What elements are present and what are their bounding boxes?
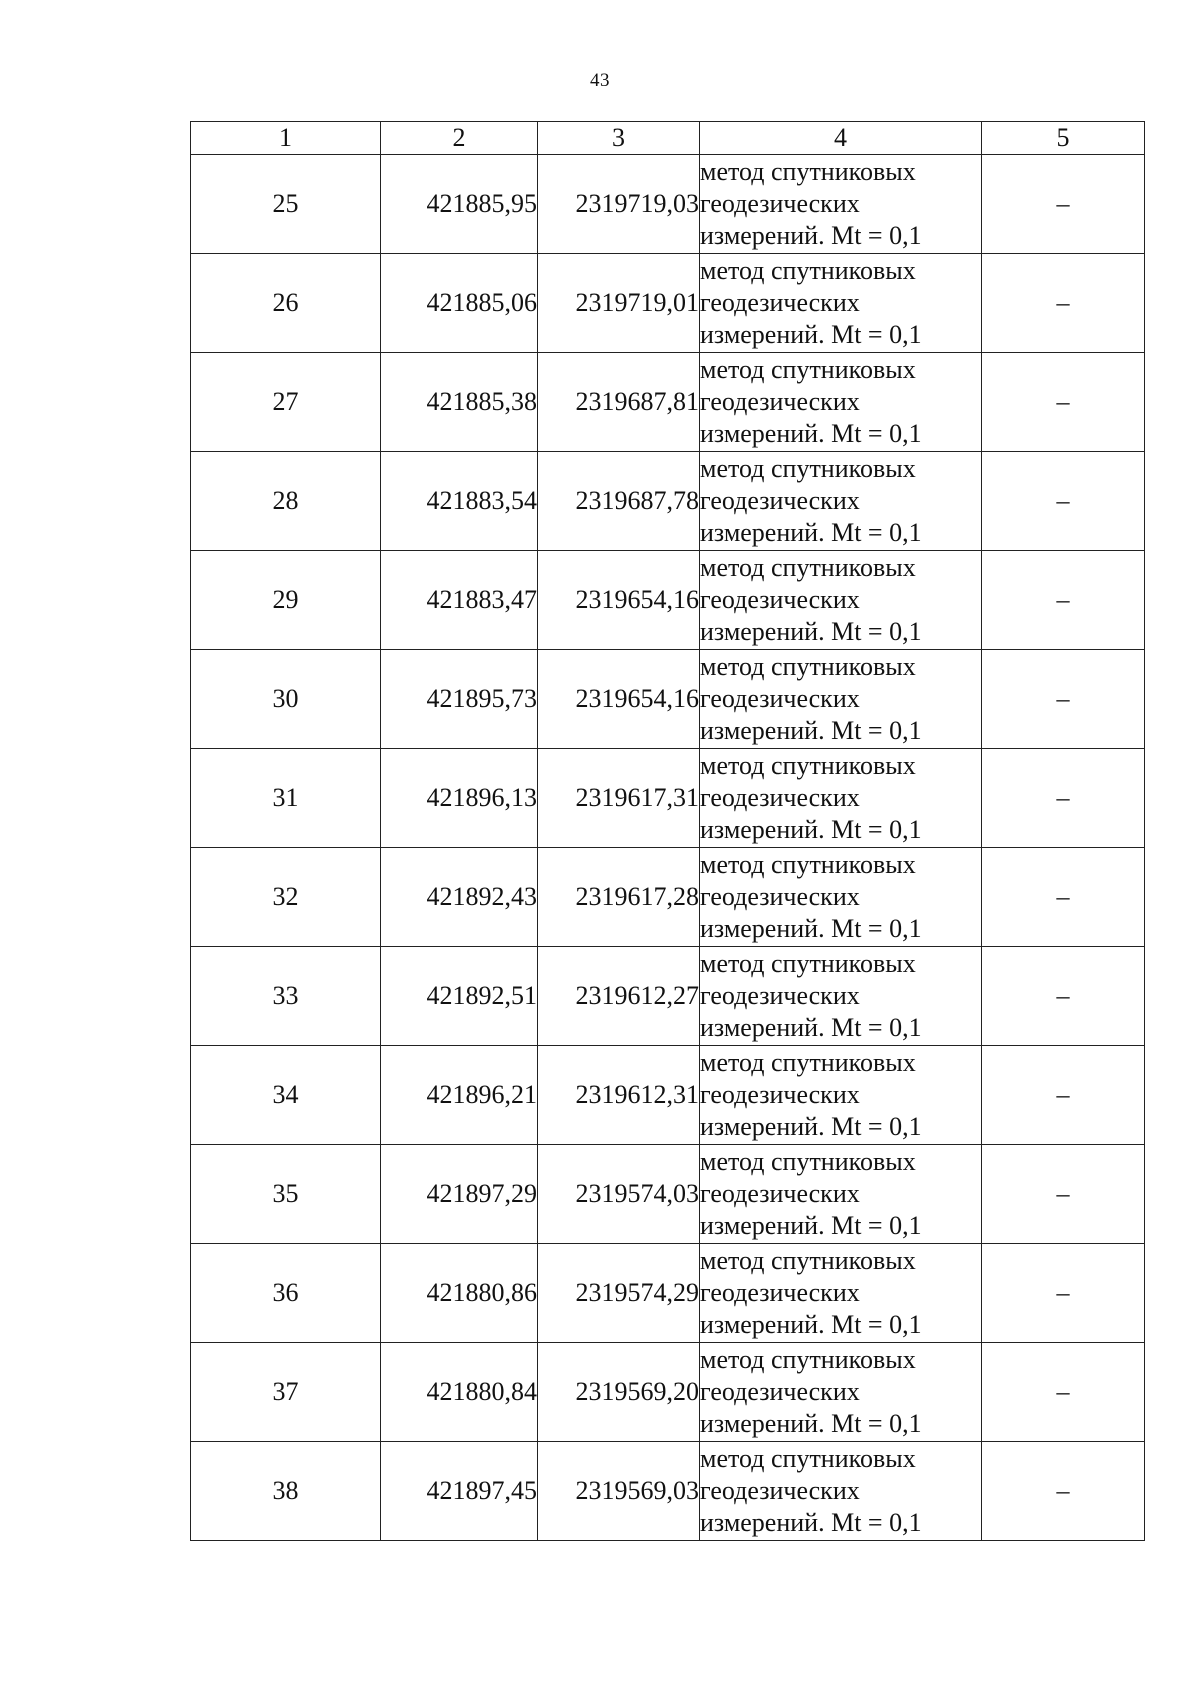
method-cell [700, 1343, 982, 1442]
method-cell [700, 947, 982, 1046]
method-cell [700, 353, 982, 452]
coordinate-x: 421896,13 [381, 749, 538, 848]
note-cell: – [982, 1145, 1145, 1244]
table-row [191, 254, 1145, 353]
method-line: геодезических [700, 1080, 860, 1109]
note-cell: – [982, 848, 1145, 947]
method-cell [700, 254, 982, 353]
method-line: геодезических [700, 684, 860, 713]
point-number: 28 [191, 452, 381, 551]
method-cell [700, 749, 982, 848]
coordinate-x: 421892,51 [381, 947, 538, 1046]
coordinate-y: 2319612,31 [538, 1046, 700, 1145]
method-line: метод спутниковых [700, 652, 916, 681]
method-line: измерений. Mt = 0,1 [700, 1112, 922, 1141]
method-line: геодезических [700, 1377, 860, 1406]
method-line: геодезических [700, 189, 860, 218]
method-line: геодезических [700, 783, 860, 812]
method-line: измерений. Mt = 0,1 [700, 617, 922, 646]
point-number: 36 [191, 1244, 381, 1343]
note-cell: – [982, 947, 1145, 1046]
point-number: 27 [191, 353, 381, 452]
method-line: геодезических [700, 1179, 860, 1208]
method-line: измерений. Mt = 0,1 [700, 716, 922, 745]
method-line: геодезических [700, 486, 860, 515]
point-number: 26 [191, 254, 381, 353]
table-row [191, 452, 1145, 551]
method-line: измерений. Mt = 0,1 [700, 221, 922, 250]
coordinate-x: 421896,21 [381, 1046, 538, 1145]
note-cell: – [982, 551, 1145, 650]
column-header-2: 2 [381, 122, 538, 155]
method-line: метод спутниковых [700, 850, 916, 879]
table-row [191, 650, 1145, 749]
method-line: измерений. Mt = 0,1 [700, 320, 922, 349]
method-line: метод спутниковых [700, 1048, 916, 1077]
coordinate-x: 421892,43 [381, 848, 538, 947]
coordinate-x: 421880,86 [381, 1244, 538, 1343]
method-line: метод спутниковых [700, 553, 916, 582]
column-header-5: 5 [982, 122, 1145, 155]
note-cell: – [982, 155, 1145, 254]
table-row [191, 1442, 1145, 1541]
coordinate-x: 421895,73 [381, 650, 538, 749]
method-cell [700, 650, 982, 749]
table-row [191, 1145, 1145, 1244]
note-cell: – [982, 1343, 1145, 1442]
point-number: 35 [191, 1145, 381, 1244]
method-line: измерений. Mt = 0,1 [700, 1013, 922, 1042]
method-line: измерений. Mt = 0,1 [700, 1211, 922, 1240]
method-line: метод спутниковых [700, 1246, 916, 1275]
column-header-4: 4 [700, 122, 982, 155]
table-row [191, 155, 1145, 254]
method-line: измерений. Mt = 0,1 [700, 1310, 922, 1339]
method-line: измерений. Mt = 0,1 [700, 419, 922, 448]
table-row [191, 947, 1145, 1046]
note-cell: – [982, 1046, 1145, 1145]
method-line: метод спутниковых [700, 751, 916, 780]
method-line: измерений. Mt = 0,1 [700, 1409, 922, 1438]
coordinate-y: 2319719,03 [538, 155, 700, 254]
method-line: геодезических [700, 387, 860, 416]
note-cell: – [982, 254, 1145, 353]
method-line: метод спутниковых [700, 1147, 916, 1176]
method-cell [700, 452, 982, 551]
method-line: измерений. Mt = 0,1 [700, 1508, 922, 1537]
coordinates-table [190, 121, 1145, 1541]
column-header-3: 3 [538, 122, 700, 155]
method-cell [700, 1442, 982, 1541]
coordinate-y: 2319654,16 [538, 551, 700, 650]
point-number: 29 [191, 551, 381, 650]
table-row [191, 353, 1145, 452]
coordinate-x: 421885,95 [381, 155, 538, 254]
table-row [191, 1343, 1145, 1442]
method-line: геодезических [700, 585, 860, 614]
coordinate-y: 2319719,01 [538, 254, 700, 353]
point-number: 37 [191, 1343, 381, 1442]
note-cell: – [982, 650, 1145, 749]
coordinate-x: 421885,38 [381, 353, 538, 452]
point-number: 33 [191, 947, 381, 1046]
note-cell: – [982, 1442, 1145, 1541]
note-cell: – [982, 452, 1145, 551]
table-row [191, 1046, 1145, 1145]
method-line: метод спутниковых [700, 1444, 916, 1473]
column-header-1: 1 [191, 122, 381, 155]
method-line: геодезических [700, 981, 860, 1010]
coordinate-x: 421885,06 [381, 254, 538, 353]
coordinate-y: 2319569,20 [538, 1343, 700, 1442]
coordinate-x: 421897,45 [381, 1442, 538, 1541]
coordinate-y: 2319617,28 [538, 848, 700, 947]
method-cell [700, 1145, 982, 1244]
point-number: 31 [191, 749, 381, 848]
coordinate-y: 2319617,31 [538, 749, 700, 848]
page-number: 43 [590, 70, 610, 91]
coordinate-y: 2319687,78 [538, 452, 700, 551]
coordinate-y: 2319687,81 [538, 353, 700, 452]
coordinate-x: 421883,54 [381, 452, 538, 551]
coordinate-y: 2319574,29 [538, 1244, 700, 1343]
method-line: измерений. Mt = 0,1 [700, 914, 922, 943]
coordinate-y: 2319612,27 [538, 947, 700, 1046]
point-number: 25 [191, 155, 381, 254]
method-cell [700, 848, 982, 947]
point-number: 34 [191, 1046, 381, 1145]
method-line: геодезических [700, 1278, 860, 1307]
method-line: метод спутниковых [700, 256, 916, 285]
method-cell [700, 1046, 982, 1145]
coordinate-x: 421897,29 [381, 1145, 538, 1244]
note-cell: – [982, 749, 1145, 848]
table-row [191, 848, 1145, 947]
method-cell [700, 1244, 982, 1343]
table-row [191, 749, 1145, 848]
method-line: геодезических [700, 1476, 860, 1505]
method-line: измерений. Mt = 0,1 [700, 815, 922, 844]
table-row [191, 1244, 1145, 1343]
method-cell [700, 551, 982, 650]
method-line: геодезических [700, 882, 860, 911]
note-cell: – [982, 1244, 1145, 1343]
coordinate-x: 421883,47 [381, 551, 538, 650]
point-number: 32 [191, 848, 381, 947]
table-body [191, 155, 1145, 1541]
coordinate-x: 421880,84 [381, 1343, 538, 1442]
table-header [191, 122, 1145, 155]
method-line: метод спутниковых [700, 157, 916, 186]
method-line: метод спутниковых [700, 454, 916, 483]
method-line: метод спутниковых [700, 949, 916, 978]
method-line: измерений. Mt = 0,1 [700, 518, 922, 547]
coordinate-y: 2319654,16 [538, 650, 700, 749]
point-number: 38 [191, 1442, 381, 1541]
header-row [191, 122, 1145, 155]
point-number: 30 [191, 650, 381, 749]
note-cell: – [982, 353, 1145, 452]
table-row [191, 551, 1145, 650]
method-line: геодезических [700, 288, 860, 317]
coordinate-y: 2319574,03 [538, 1145, 700, 1244]
coordinate-y: 2319569,03 [538, 1442, 700, 1541]
method-cell [700, 155, 982, 254]
method-line: метод спутниковых [700, 1345, 916, 1374]
method-line: метод спутниковых [700, 355, 916, 384]
